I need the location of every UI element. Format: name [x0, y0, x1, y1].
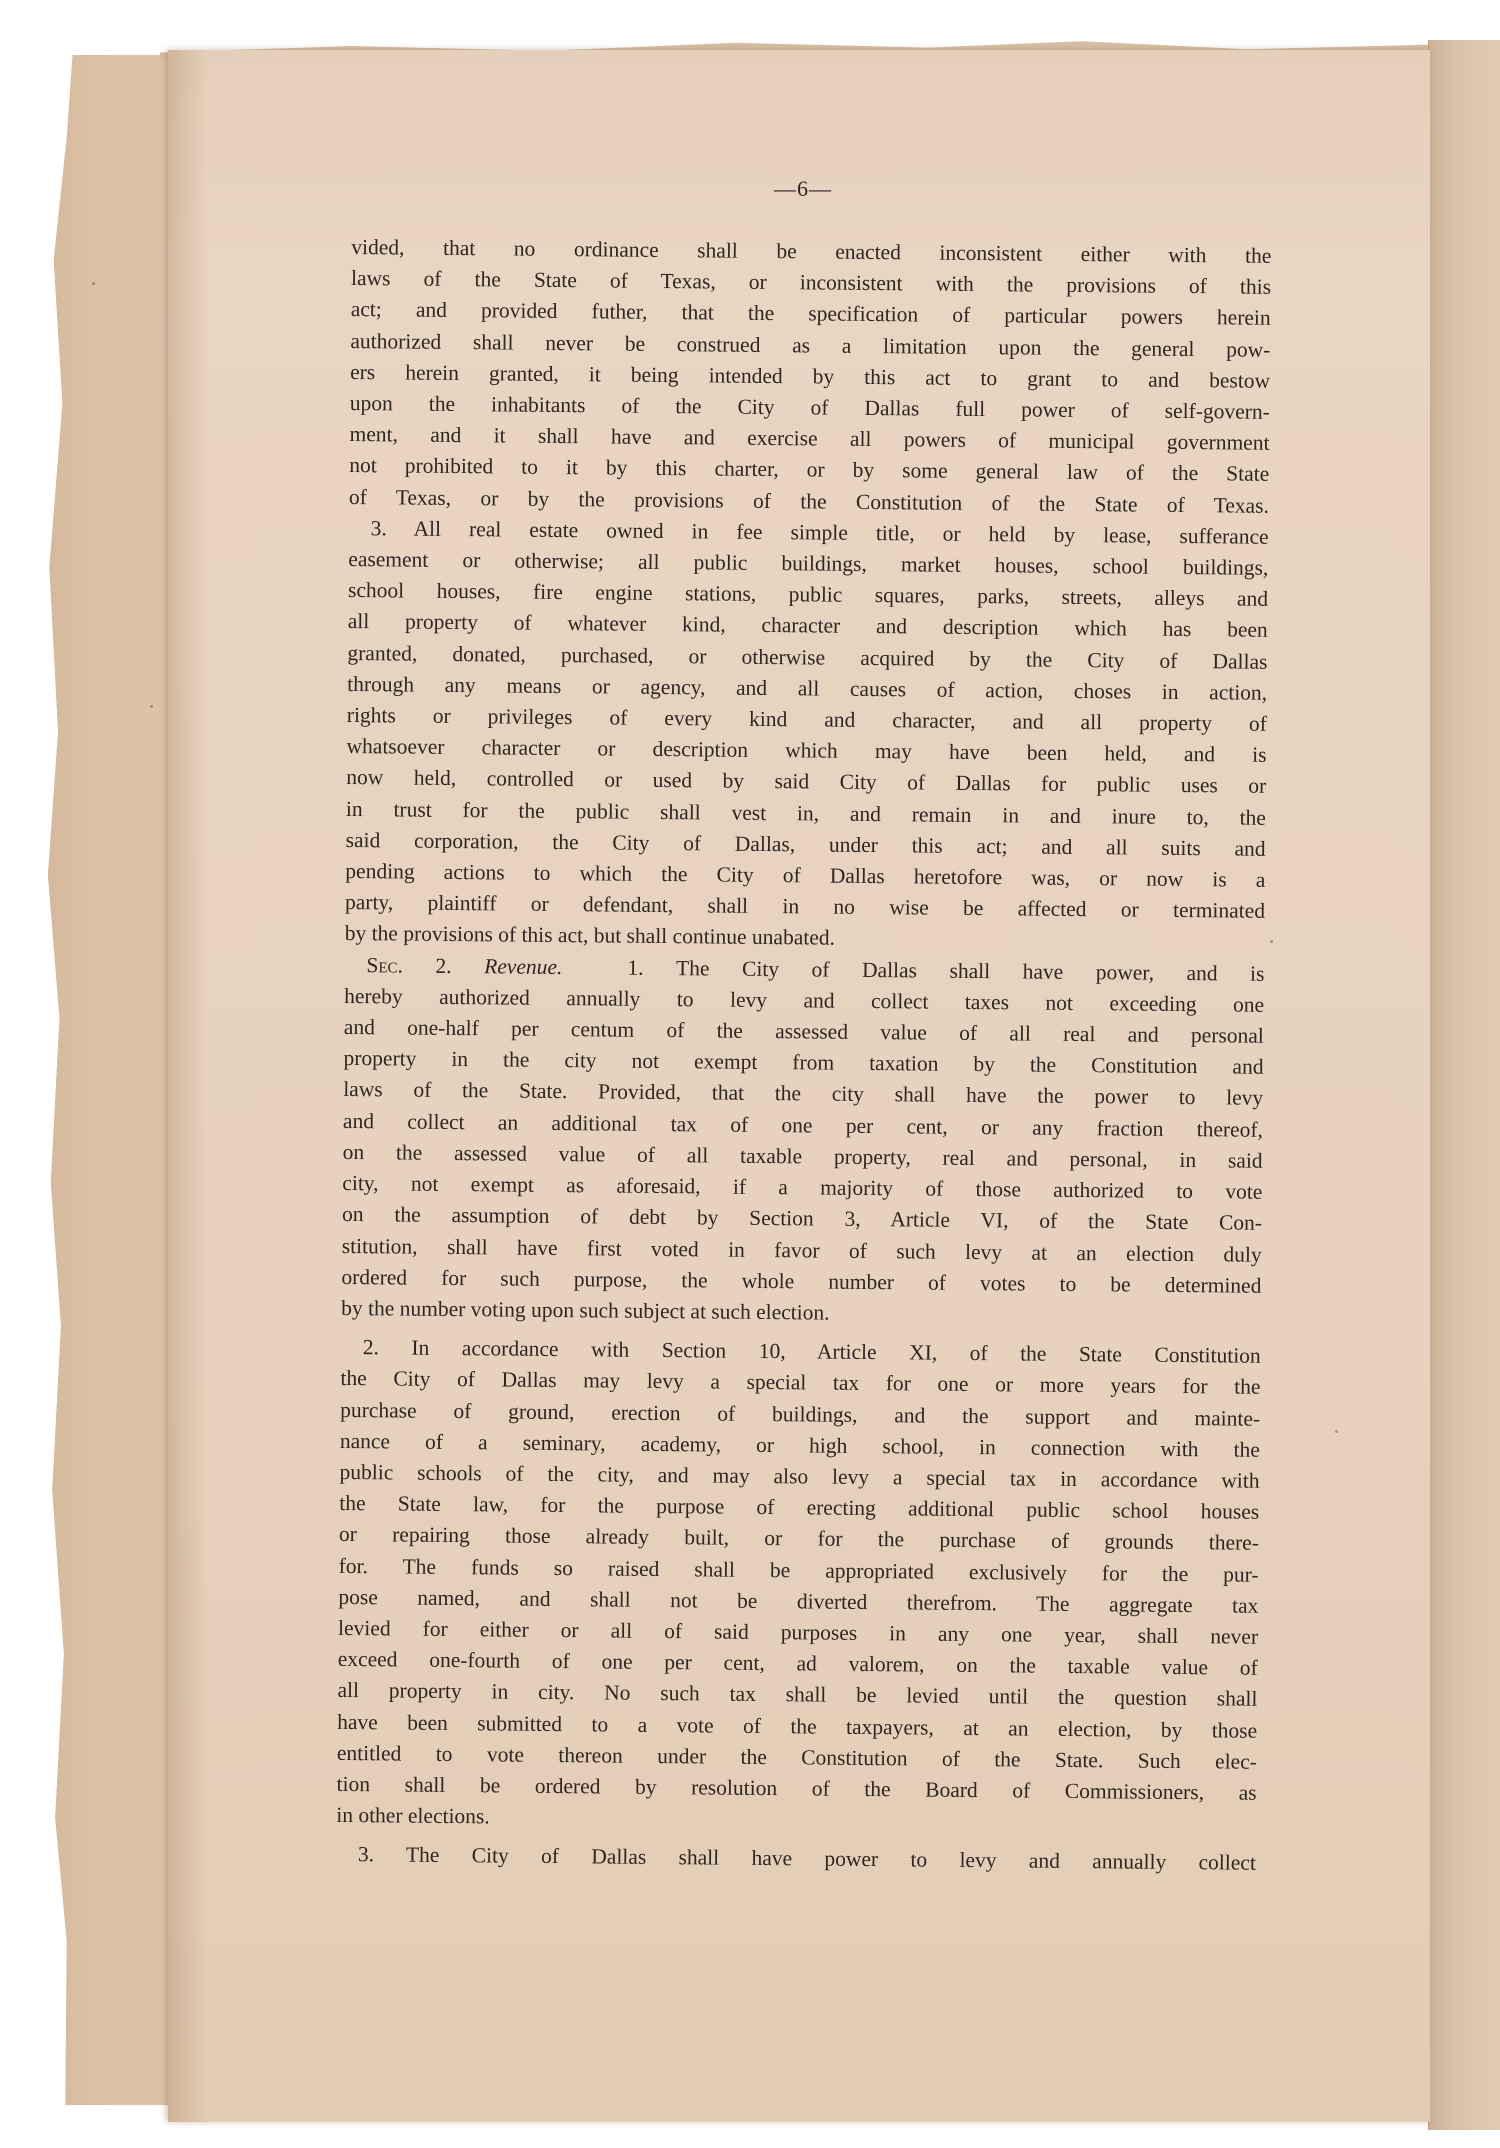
text-line: whatsoever character or description which may have been held, and is [346, 734, 1267, 768]
right-page-edge [1428, 40, 1500, 2130]
text-line: and collect an additional tax of one per cent, or any fraction thereof, [342, 1108, 1264, 1142]
text-line: easement or otherwise; all public buildings, market houses, school buildings, [348, 547, 1269, 580]
text-line: have been submitted to a vote of the taxpayers, at an election, by those [337, 1709, 1258, 1743]
text-line: laws of the State. Provided, that the city shall have the power to levy [343, 1077, 1264, 1111]
text-line: act; and provided futher, that the specification of particular powers herein [350, 297, 1271, 331]
body-text [336, 180, 1272, 1879]
page-number: —6— [774, 176, 832, 201]
text-line: said corporation, the City of Dallas, under this act; and all suits and [345, 827, 1266, 861]
text-line: in trust for the public shall vest in, and remain in and inure to, the [345, 796, 1267, 830]
text-line: ordered for such purpose, the whole number of votes to be determined [341, 1264, 1262, 1298]
text-line: by the number voting upon such subject at such election. [341, 1295, 830, 1325]
text-line: levied for either or all of said purposes in any one year, shall never [337, 1615, 1259, 1649]
section-label: Sec. 2. [366, 952, 452, 978]
text-line: school houses, fire engine stations, public squares, parks, streets, alleys and [347, 578, 1269, 612]
text-line: purchase of ground, erection of buildings, and the support and mainte- [340, 1397, 1261, 1431]
section-item-number: 1. [627, 955, 644, 980]
text-line: 2. In accordance with Section 10, Article XI, of the State Constitution [362, 1335, 1261, 1368]
text-line: rights or privileges of every kind and character, and all property of [346, 703, 1267, 736]
text-line: not prohibited to it by this charter, or by some general law of the State [349, 453, 1270, 487]
text-line: The City of Dallas shall have power, and is [675, 955, 1265, 986]
text-line: and one-half per centum of the assessed value of all real and personal [343, 1015, 1264, 1048]
text-line: granted, donated, purchased, or otherwise acquired by the City of Dallas [347, 640, 1268, 674]
text-line: ers herein granted, it being intended by this act to grant to and bestow [350, 359, 1271, 393]
text-line: on the assessed value of all taxable property, real and personal, in said [342, 1139, 1263, 1173]
paper-speck [1270, 940, 1273, 943]
text-line: the State law, for the purpose of erecting additional public school houses [339, 1491, 1260, 1524]
text-line: for. The funds so raised shall be appropriated exclusively for the pur- [338, 1553, 1259, 1587]
text-line: through any means or agency, and all causes of action, choses in action, [347, 671, 1268, 705]
text-line: stitution, shall have first voted in favor of such levy at an election duly [341, 1233, 1262, 1267]
paper-speck [92, 282, 95, 285]
text-line: 3. All real estate owned in fee simple title, or held by lease, sufferance [370, 516, 1269, 549]
text-line: property in the city not exempt from taxation by the Constitution and [343, 1046, 1264, 1080]
text-line: all property in city. No such tax shall be levied until the question shall [337, 1678, 1258, 1712]
text-line: vided, that no ordinance shall be enacted inconsistent either with the [351, 234, 1272, 268]
text-line: nance of a seminary, academy, or high school, in connection with the [339, 1428, 1260, 1462]
text-line: pose named, and shall not be diverted therefrom. The aggregate tax [338, 1584, 1259, 1618]
section-title: Revenue. [484, 953, 563, 979]
text-line: in other elections. [336, 1803, 490, 1829]
text-line: pending actions to which the City of Dallas heretofore was, or now is a [345, 859, 1266, 892]
text-line: city, not exempt as aforesaid, if a majority of those authorized to vote [342, 1171, 1263, 1204]
text-line: entitled to vote thereon under the Constitution of the State. Such elec- [336, 1740, 1257, 1774]
text-line: the City of Dallas may levy a special tax for one or more years for the [340, 1366, 1261, 1400]
text-line: ment, and it shall have and exercise all powers of municipal government [349, 422, 1270, 456]
text-line: or repairing those already built, or for the purchase of grounds there- [338, 1522, 1260, 1556]
text-line: laws of the State of Texas, or inconsistent with the provisions of this [350, 266, 1272, 300]
text-line: upon the inhabitants of the City of Dallas full power of self-govern- [349, 391, 1270, 424]
text-line: on the assumption of debt by Section 3, Article VI, of the State Con- [341, 1202, 1263, 1236]
paper-speck [150, 705, 153, 708]
text-line: public schools of the city, and may also levy a special tax in accordance with [339, 1459, 1260, 1493]
text-line: tion shall be ordered by resolution of the Board of Commissioners, as [336, 1771, 1257, 1805]
text-line: 3. The City of Dallas shall have power to levy and annually collect [357, 1842, 1257, 1876]
text-line: by the provisions of this act, but shall continue unabated. [344, 921, 836, 951]
paper-speck [1335, 1430, 1338, 1433]
text-line: exceed one-fourth of one per cent, ad valorem, on the taxable value of [337, 1647, 1258, 1680]
text-line: all property of whatever kind, character and description which has been [347, 609, 1268, 643]
text-line: hereby authorized annually to levy and collect taxes not exceeding one [344, 983, 1265, 1017]
text-line: of Texas, or by the provisions of the Constitution of the State of Texas. [348, 484, 1270, 518]
text-line: party, plaintiff or defendant, shall in no wise be affected or terminated [344, 890, 1266, 924]
text-line: authorized shall never be construed as a limitation upon the general pow- [350, 328, 1271, 362]
text-line: now held, controlled or used by said City of Dallas for public uses or [346, 765, 1267, 799]
